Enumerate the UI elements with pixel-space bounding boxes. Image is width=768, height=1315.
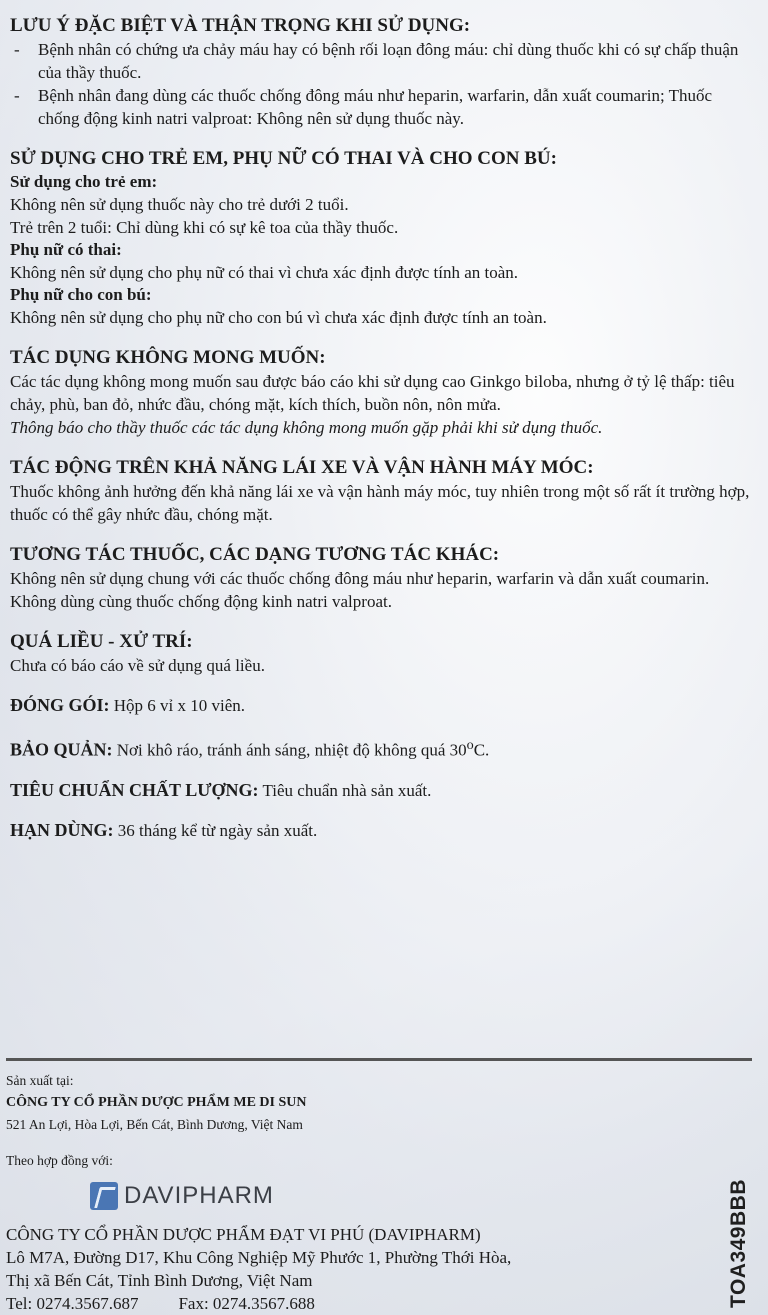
partner-contact: [6, 1292, 706, 1315]
interactions-line-1: Không nên sử dụng chung với các thuốc chống đông máu như heparin, warfarin và dẫn xuất coumarin.: [10, 569, 710, 588]
interactions-line-2: Không dùng cùng thuốc chống động kinh natri valproat.: [10, 592, 392, 611]
manufacturer-name: CÔNG TY CỔ PHẦN DƯỢC PHẨM ME DI SUN: [6, 1095, 307, 1110]
shelf-life-line: [10, 819, 752, 842]
storage-unit: C.: [473, 740, 490, 760]
side-effects-heading: TÁC DỤNG KHÔNG MONG MUỐN:: [10, 347, 326, 368]
caution-heading: LƯU Ý ĐẶC BIỆT VÀ THẬN TRỌNG KHI SỬ DỤNG:: [10, 15, 471, 36]
contract-label: Theo hợp đồng với:: [6, 1153, 113, 1168]
leaflet-code: TOA349BBB: [727, 1179, 750, 1308]
driving-text: Thuốc không ảnh hưởng đến khả năng lái xe và vận hành máy móc, tuy nhiên trong một số rất ít trường hợp, thuốc có thể gây nhức đầu, chóng mặt.: [10, 482, 750, 524]
overdose-heading: QUÁ LIỀU - XỬ TRÍ:: [10, 631, 193, 652]
manufactured-at-label: Sản xuất tại:: [6, 1073, 74, 1088]
special-groups-heading: SỬ DỤNG CHO TRẺ EM, PHỤ NỮ CÓ THAI VÀ CHO CON BÚ:: [10, 148, 557, 169]
manufacturer-block: [6, 1070, 706, 1172]
leaflet-content: [10, 14, 752, 842]
interactions-heading: TƯƠNG TÁC THUỐC, CÁC DẠNG TƯƠNG TÁC KHÁC:: [10, 544, 500, 565]
side-effects-text: Các tác dụng không mong muốn sau được báo cáo khi sử dụng cao Ginkgo biloba, nhưng ở tỷ lệ thấp: tiêu chảy, phù, ban đỏ, nhức đầu, chóng mặt, kích thích, buồn nôn, nôn mửa.: [10, 372, 735, 414]
breastfeeding-text: Không nên sử dụng cho phụ nữ cho con bú vì chưa xác định được tính an toàn.: [10, 308, 547, 327]
pregnant-label: Phụ nữ có thai:: [10, 240, 122, 259]
standard-text: Tiêu chuẩn nhà sản xuất.: [262, 780, 432, 800]
packaging-label: ĐÓNG GÓI:: [10, 695, 110, 715]
children-line-2: Trẻ trên 2 tuổi: Chỉ dùng khi có sự kê toa của thầy thuốc.: [10, 218, 399, 237]
children-line-1: Không nên sử dụng thuốc này cho trẻ dưới 2 tuổi.: [10, 195, 349, 214]
partner-block: [6, 1223, 706, 1315]
shelf-life-text: 36 tháng kể từ ngày sản xuất.: [117, 820, 318, 840]
footer-divider: [6, 1058, 752, 1061]
caution-item-2: - Bệnh nhân đang dùng các thuốc chống đông máu như heparin, warfarin, dẫn xuất coumarin; Thuốc chống động kinh natri valproat: Không nên sử dụng thuốc này.: [10, 84, 752, 130]
storage-degree: o: [466, 737, 474, 753]
partner-address-1: Lô M7A, Đường D17, Khu Công Nghiệp Mỹ Phước 1, Phường Thới Hòa,: [6, 1248, 512, 1267]
partner-address-2: Thị xã Bến Cát, Tỉnh Bình Dương, Việt Nam: [6, 1271, 313, 1290]
storage-line: [10, 734, 752, 762]
davipharm-logo: [90, 1176, 274, 1216]
caution-item-1: - Bệnh nhân có chứng ưa chảy máu hay có bệnh rối loạn đông máu: chỉ dùng thuốc khi có sự chấp thuận của thầy thuốc.: [10, 38, 752, 84]
davipharm-logo-text: DAVIPHARM: [124, 1182, 274, 1209]
children-label: Sử dụng cho trẻ em:: [10, 172, 158, 191]
side-effects-note: Thông báo cho thầy thuốc các tác dụng không mong muốn gặp phải khi sử dụng thuốc.: [10, 418, 603, 437]
partner-tel: Tel: 0274.3567.687: [6, 1294, 139, 1313]
storage-text: Nơi khô ráo, tránh ánh sáng, nhiệt độ không quá 30: [116, 740, 467, 760]
packaging-line: [10, 694, 752, 717]
partner-name: CÔNG TY CỔ PHẦN DƯỢC PHẨM ĐẠT VI PHÚ (DAVIPHARM): [6, 1225, 481, 1244]
overdose-text: Chưa có báo cáo về sử dụng quá liều.: [10, 656, 265, 675]
breastfeeding-label: Phụ nữ cho con bú:: [10, 285, 152, 304]
pregnant-text: Không nên sử dụng cho phụ nữ có thai vì chưa xác định được tính an toàn.: [10, 263, 519, 282]
packaging-text: Hộp 6 vỉ x 10 viên.: [113, 696, 246, 715]
driving-heading: TÁC ĐỘNG TRÊN KHẢ NĂNG LÁI XE VÀ VẬN HÀNH MÁY MÓC:: [10, 457, 594, 478]
standard-line: [10, 779, 752, 802]
partner-fax: Fax: 0274.3567.688: [178, 1294, 315, 1313]
manufacturer-address: 521 An Lợi, Hòa Lợi, Bến Cát, Bình Dương, Việt Nam: [6, 1117, 303, 1132]
standard-label: TIÊU CHUẨN CHẤT LƯỢNG:: [10, 779, 259, 800]
shelf-life-label: HẠN DÙNG:: [10, 819, 114, 840]
storage-label: BẢO QUẢN:: [10, 739, 113, 760]
davipharm-logo-icon: [90, 1182, 118, 1210]
